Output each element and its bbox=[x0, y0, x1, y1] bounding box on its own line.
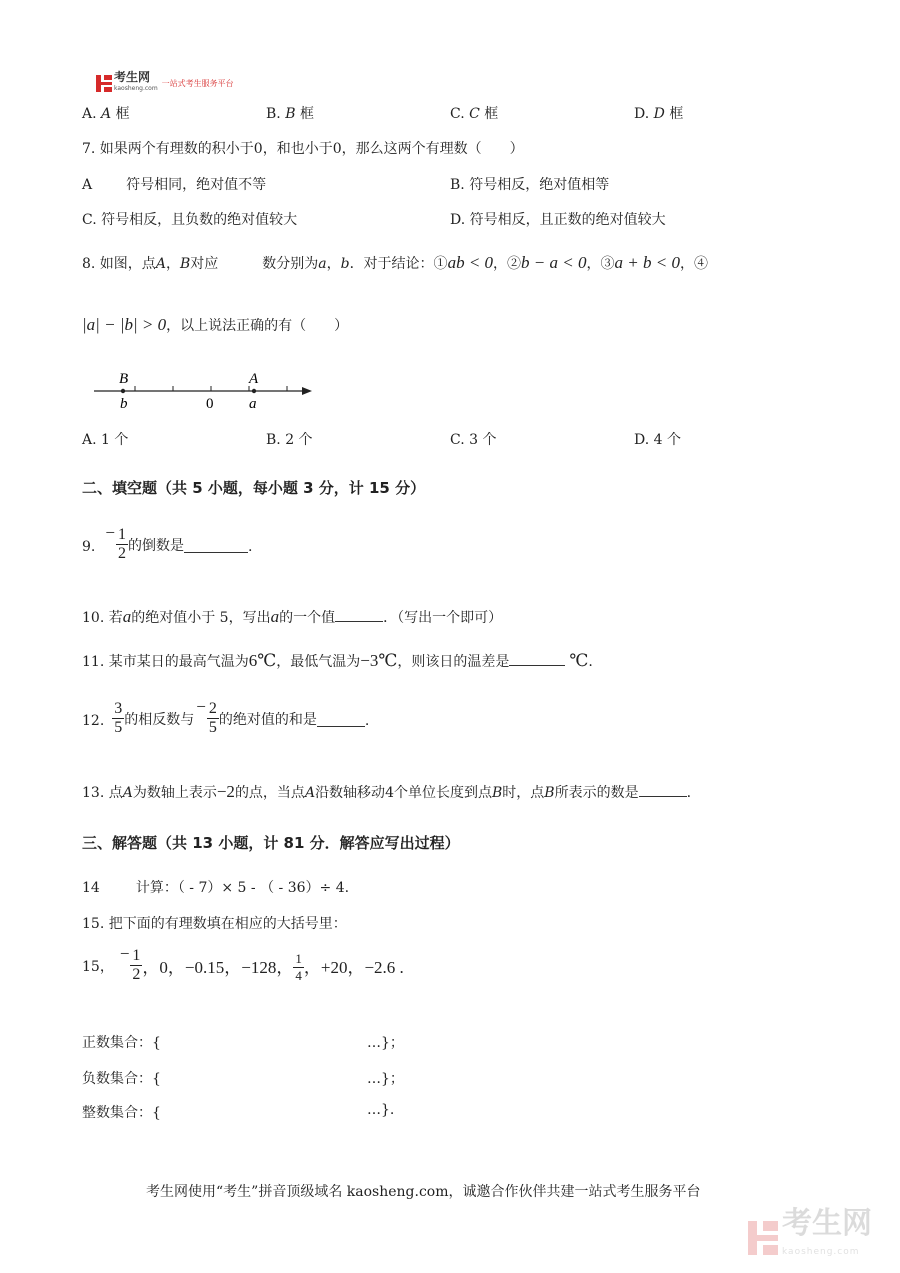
q7-stem: 7. 如果两个有理数的积小于0，和也小于0，那么这两个有理数（ ） bbox=[82, 141, 524, 157]
point-a-dot bbox=[252, 389, 256, 393]
header-logo bbox=[96, 72, 234, 94]
number-line-figure bbox=[90, 364, 320, 414]
watermark-domain: kaosheng.com bbox=[782, 1247, 860, 1257]
q7-option-d: D. 符号相反，且正数的绝对值较大 bbox=[450, 212, 666, 228]
watermark-mark-icon bbox=[748, 1221, 778, 1255]
q8-stem-line2: |a| − |b| > 0，以上说法正确的有（ ） bbox=[82, 315, 349, 334]
point-b-dot bbox=[121, 389, 125, 393]
watermark-name: 考生网 bbox=[782, 1206, 872, 1241]
section-3-title: 三、解答题（共 13 小题，计 81 分．解答应写出过程） bbox=[82, 834, 460, 852]
logo-mark-icon bbox=[96, 75, 112, 92]
q11: 11. 某市某日的最高气温为6℃，最低气温为−3℃，则该日的温差是 ℃. bbox=[82, 651, 593, 670]
watermark-logo bbox=[748, 1206, 872, 1266]
label-A: A bbox=[249, 371, 259, 387]
q13-answer-blank[interactable] bbox=[639, 784, 687, 797]
q8-conclusion-2: b − a < 0 bbox=[521, 253, 587, 272]
q15-stem: 15. 把下面的有理数填在相应的大括号里： bbox=[82, 916, 347, 932]
q7-option-c: C. 符号相反，且负数的绝对值较大 bbox=[82, 212, 298, 228]
logo-name: 考生网 bbox=[114, 70, 151, 84]
label-a: a bbox=[249, 396, 257, 412]
label-b: b bbox=[120, 396, 128, 412]
label-zero: 0 bbox=[206, 396, 214, 412]
q15-number-list: 15， − $\frac{1}{2}$ ，0，−0.15，−128， $\frac{1}{4}$ ，+20，−2.6 . bbox=[82, 944, 404, 983]
number-line-ticks bbox=[135, 386, 287, 391]
q13: 13. 点A为数轴上表示−2的点，当点A沿数轴移动4个单位长度到点B时，点B所表示的数是 . bbox=[82, 782, 692, 801]
set-negative-label: 负数集合：{ bbox=[82, 1071, 161, 1087]
q7-option-a: A 符号相同，绝对值不等 bbox=[82, 177, 267, 193]
set-integer-label: 整数集合：{ bbox=[82, 1105, 161, 1121]
q8-conclusion-1: ab < 0 bbox=[447, 253, 494, 272]
number-line-arrow-icon bbox=[302, 387, 312, 395]
q7-option-b: B. 符号相反，绝对值相等 bbox=[450, 177, 610, 193]
q8-stem: 8. 如图，点A，B对应 数分别为a，b．对于结论：①ab < 0，②b − a < 0，③a + b < 0，④ bbox=[82, 253, 708, 272]
logo-slogan: 一站式考生服务平台 bbox=[161, 78, 234, 88]
q9: 9. − $\frac{1}{2}$ 的倒数是 . bbox=[82, 523, 253, 562]
section-2-title: 二、填空题（共 5 小题，每小题 3 分，计 15 分） bbox=[82, 479, 426, 497]
q12-answer-blank[interactable] bbox=[317, 714, 365, 727]
q8-option-b: B. 2 个 bbox=[266, 432, 313, 448]
q6-option-a: A. A 框 bbox=[82, 106, 130, 122]
q8-conclusion-3: a + b < 0 bbox=[614, 253, 680, 272]
q6-option-c: C. C 框 bbox=[450, 106, 499, 122]
set-negative-end: …}； bbox=[367, 1071, 404, 1087]
q6-option-b: B. B 框 bbox=[266, 106, 314, 122]
q8-conclusion-4: |a| − |b| > 0 bbox=[82, 315, 167, 334]
q10-answer-blank[interactable] bbox=[335, 609, 383, 622]
label-B: B bbox=[119, 371, 129, 387]
set-positive-label: 正数集合：{ bbox=[82, 1035, 161, 1051]
logo-domain: kaosheng.com bbox=[114, 85, 158, 92]
q11-answer-blank[interactable] bbox=[509, 653, 565, 666]
q6-option-d: D. D 框 bbox=[634, 106, 684, 122]
q12: 12. $\frac{3}{5}$ 的相反数与 − $\frac{2}{5}$ 的绝对值的和是 . bbox=[82, 697, 370, 736]
set-integer-end: …}. bbox=[367, 1102, 395, 1118]
q8-option-a: A. 1 个 bbox=[82, 432, 129, 448]
set-positive-end: …}； bbox=[367, 1035, 404, 1051]
q8-option-d: D. 4 个 bbox=[634, 432, 681, 448]
q14: 14 计算：（ - 7）× 5 - （ - 36）÷ 4. bbox=[82, 880, 350, 896]
q9-answer-blank[interactable] bbox=[184, 540, 248, 553]
q8-option-c: C. 3 个 bbox=[450, 432, 497, 448]
q10: 10. 若a的绝对值小于 5，写出a的一个值 ．（写出一个即可） bbox=[82, 607, 503, 626]
footer-text: 考生网使用“考生”拼音顶级域名 kaosheng.com，诚邀合作伙伴共建一站式考生服务平台 bbox=[146, 1184, 701, 1200]
